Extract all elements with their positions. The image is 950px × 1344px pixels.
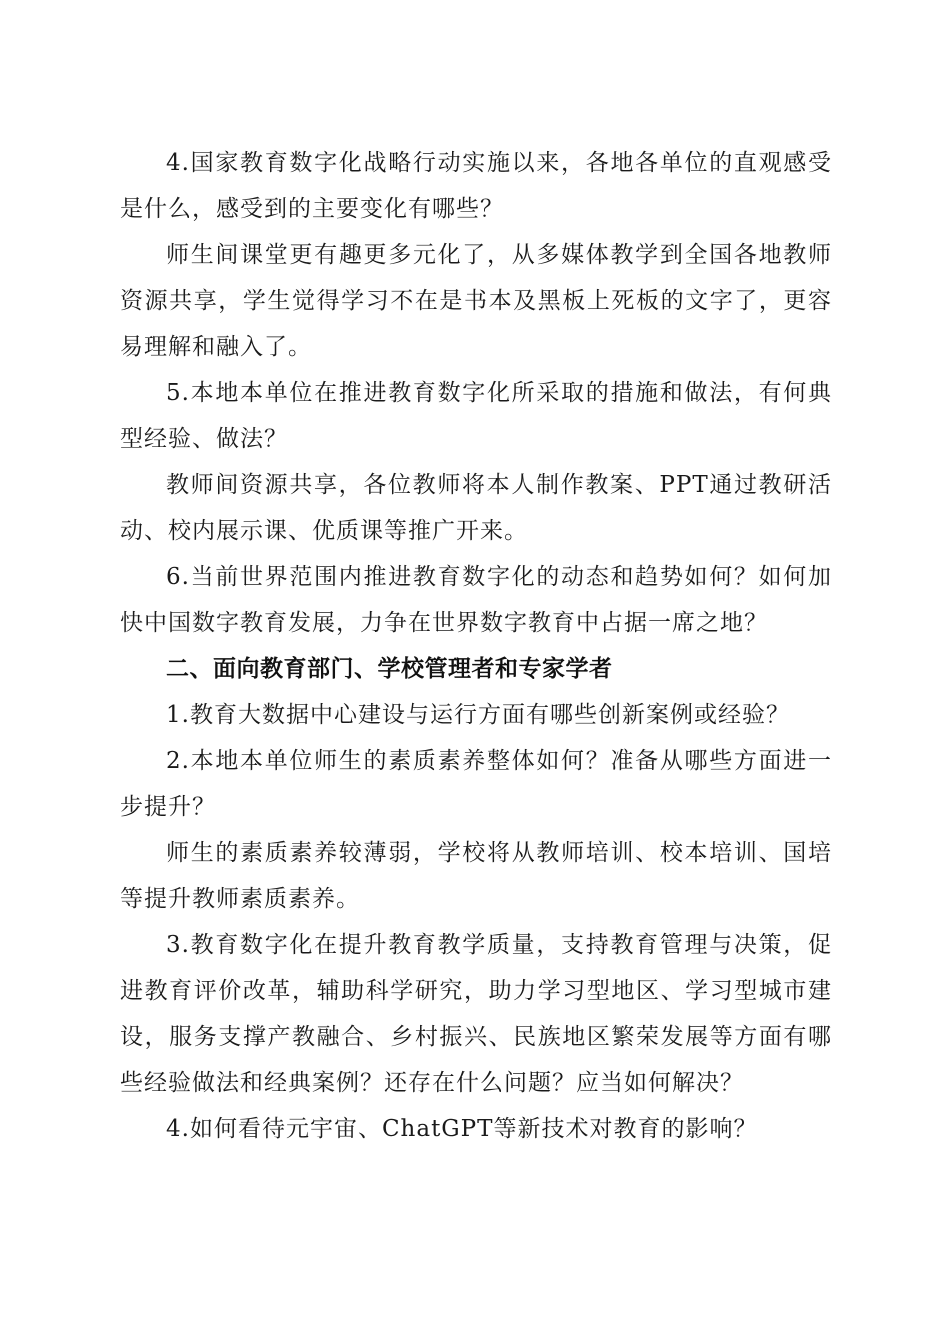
answer-4: 师生间课堂更有趣更多元化了，从多媒体教学到全国各地教师资源共享，学生觉得学习不在是书本及黑板上死板的文字了，更容易理解和融入了。 [120,242,832,360]
section-heading: 二、面向教育部门、学校管理者和专家学者 [166,656,613,682]
question-2: 2.本地本单位师生的素质素养整体如何？准备从哪些方面进一步提升？ [120,748,832,820]
question-1: 1.教育大数据中心建设与运行方面有哪些创新案例或经验？ [166,702,790,728]
question-6: 6.当前世界范围内推进教育数字化的动态和趋势如何？如何加快中国数字教育发展，力争在世界数字教育中占据一席之地？ [120,564,832,636]
question-4: 4.国家教育数字化战略行动实施以来，各地各单位的直观感受是什么，感受到的主要变化有哪些？ [120,150,832,222]
document-body [120,140,832,1152]
question-3: 3.教育数字化在提升教育教学质量，支持教育管理与决策，促进教育评价改革，辅助科学研究，助力学习型地区、学习型城市建设，服务支撑产教融合、乡村振兴、民族地区繁荣发展等方面有哪些经验做法和经典案例？还存在什么问题？应当如何解决？ [120,932,832,1096]
answer-2: 师生的素质素养较薄弱，学校将从教师培训、校本培训、国培等提升教师素质素养。 [120,840,832,912]
answer-5: 教师间资源共享，各位教师将本人制作教案、PPT通过教研活动、校内展示课、优质课等推广开来。 [120,472,832,544]
question-4-section2: 4.如何看待元宇宙、ChatGPT等新技术对教育的影响？ [166,1116,758,1142]
question-5: 5.本地本单位在推进教育数字化所采取的措施和做法，有何典型经验、做法？ [120,380,832,452]
